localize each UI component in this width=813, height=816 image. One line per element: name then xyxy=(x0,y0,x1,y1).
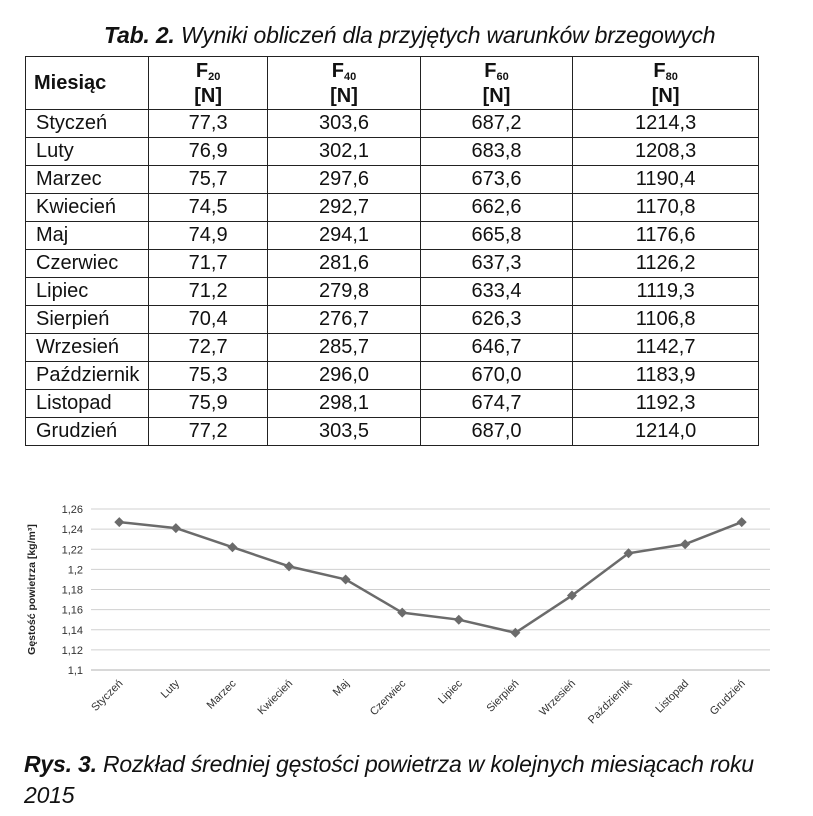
value-cell: 662,6 xyxy=(420,194,573,222)
value-cell: 76,9 xyxy=(149,138,268,166)
header-symbol xyxy=(573,60,758,85)
value-cell: 1170,8 xyxy=(573,194,759,222)
data-point-marker xyxy=(680,539,690,549)
value-cell: 74,9 xyxy=(149,222,268,250)
header-force-40 xyxy=(268,57,421,110)
data-point-marker xyxy=(454,615,464,625)
value-cell: 303,6 xyxy=(268,110,421,138)
header-symbol xyxy=(421,60,573,85)
value-cell: 1142,7 xyxy=(573,334,759,362)
month-cell: Sierpień xyxy=(26,306,149,334)
x-tick-label: Listopad xyxy=(653,677,692,716)
header-force-80 xyxy=(573,57,759,110)
value-cell: 673,6 xyxy=(420,166,573,194)
header-main: F xyxy=(484,59,497,82)
header-subscript: 60 xyxy=(496,70,509,83)
value-cell: 75,9 xyxy=(149,390,268,418)
header-subscript: 20 xyxy=(208,70,221,83)
data-point-marker xyxy=(227,542,237,552)
x-tick-label: Marzec xyxy=(204,677,239,712)
value-cell: 74,5 xyxy=(149,194,268,222)
density-chart xyxy=(20,488,790,748)
month-cell: Grudzień xyxy=(26,418,149,446)
value-cell: 298,1 xyxy=(268,390,421,418)
y-tick-label: 1,24 xyxy=(61,524,83,537)
month-cell: Styczeń xyxy=(26,110,149,138)
value-cell: 1126,2 xyxy=(573,250,759,278)
x-tick-label: Lipiec xyxy=(436,677,465,707)
value-cell: 1119,3 xyxy=(573,278,759,306)
month-cell: Wrzesień xyxy=(26,334,149,362)
value-cell: 297,6 xyxy=(268,166,421,194)
x-tick-label: Kwiecień xyxy=(255,677,296,718)
value-cell: 296,0 xyxy=(268,362,421,390)
x-tick-label: Wrzesień xyxy=(537,677,579,719)
y-tick-label: 1,26 xyxy=(61,504,83,516)
month-cell: Marzec xyxy=(26,166,149,194)
header-unit: [N] xyxy=(330,84,358,107)
y-tick-label: 1,2 xyxy=(67,564,83,577)
value-cell: 1192,3 xyxy=(573,390,759,418)
table-caption xyxy=(104,22,715,49)
header-unit: [N] xyxy=(194,84,223,107)
value-cell: 71,2 xyxy=(149,278,268,306)
value-cell: 77,2 xyxy=(149,418,268,446)
header-symbol xyxy=(149,60,267,85)
header-unit: [N] xyxy=(651,84,680,107)
value-cell: 281,6 xyxy=(268,250,421,278)
figure-caption xyxy=(24,749,784,811)
table-body xyxy=(26,110,759,446)
table-row xyxy=(26,250,759,278)
table-row xyxy=(26,306,759,334)
value-cell: 633,4 xyxy=(420,278,573,306)
table-caption-label: Tab. 2. xyxy=(104,22,175,48)
table-row xyxy=(26,362,759,390)
data-point-marker xyxy=(114,517,124,527)
value-cell: 1183,9 xyxy=(573,362,759,390)
table-row xyxy=(26,390,759,418)
value-cell: 75,7 xyxy=(149,166,268,194)
value-cell: 294,1 xyxy=(268,222,421,250)
value-cell: 1106,8 xyxy=(573,306,759,334)
table-row xyxy=(26,110,759,138)
header-unit: [N] xyxy=(482,84,511,107)
y-tick-label: 1,16 xyxy=(61,604,83,617)
header-symbol xyxy=(268,60,420,85)
table-row xyxy=(26,138,759,166)
y-tick-label: 1,14 xyxy=(61,624,83,637)
data-point-marker xyxy=(737,517,747,527)
header-main: F xyxy=(653,59,666,82)
x-tick-label: Grudzień xyxy=(707,677,748,718)
data-point-marker xyxy=(171,523,181,533)
value-cell: 77,3 xyxy=(149,110,268,138)
results-table xyxy=(25,56,759,446)
value-cell: 1190,4 xyxy=(573,166,759,194)
value-cell: 285,7 xyxy=(268,334,421,362)
figure-caption-label: Rys. 3. xyxy=(24,751,97,777)
value-cell: 302,1 xyxy=(268,138,421,166)
figure-caption-text: Rozkład średniej gęstości powietrza w kolejnych miesiącach roku 2015 xyxy=(24,751,754,808)
value-cell: 1214,3 xyxy=(573,110,759,138)
x-tick-label: Czerwiec xyxy=(367,677,409,719)
value-cell: 75,3 xyxy=(149,362,268,390)
value-cell: 1214,0 xyxy=(573,418,759,446)
value-cell: 687,2 xyxy=(420,110,573,138)
y-tick-label: 1,12 xyxy=(61,644,83,657)
month-cell: Lipiec xyxy=(26,278,149,306)
x-tick-label: Styczeń xyxy=(89,677,126,714)
value-cell: 72,7 xyxy=(149,334,268,362)
value-cell: 303,5 xyxy=(268,418,421,446)
value-cell: 637,3 xyxy=(420,250,573,278)
x-tick-label: Październik xyxy=(585,677,635,727)
value-cell: 683,8 xyxy=(420,138,573,166)
x-tick-label: Maj xyxy=(330,677,352,699)
table-row xyxy=(26,334,759,362)
header-force-20 xyxy=(149,57,268,110)
table-row xyxy=(26,166,759,194)
month-cell: Październik xyxy=(26,362,149,390)
value-cell: 70,4 xyxy=(149,306,268,334)
table-row xyxy=(26,222,759,250)
table-row xyxy=(26,278,759,306)
table-row xyxy=(26,418,759,446)
month-cell: Kwiecień xyxy=(26,194,149,222)
month-cell: Maj xyxy=(26,222,149,250)
header-subscript: 40 xyxy=(344,70,357,83)
header-force-60 xyxy=(420,57,573,110)
value-cell: 1208,3 xyxy=(573,138,759,166)
series-line xyxy=(119,522,741,633)
value-cell: 279,8 xyxy=(268,278,421,306)
x-tick-label: Sierpień xyxy=(484,677,522,715)
value-cell: 670,0 xyxy=(420,362,573,390)
table-caption-title: Wyniki obliczeń dla przyjętych warunków brzegowych xyxy=(180,22,716,48)
header-subscript: 80 xyxy=(665,70,678,83)
value-cell: 687,0 xyxy=(420,418,573,446)
value-cell: 674,7 xyxy=(420,390,573,418)
value-cell: 665,8 xyxy=(420,222,573,250)
y-tick-label: 1,18 xyxy=(61,584,83,597)
y-axis-label: Gęstość powietrza [kg/m³] xyxy=(26,524,38,655)
y-tick-label: 1,22 xyxy=(61,544,83,557)
header-main: F xyxy=(195,59,209,82)
value-cell: 71,7 xyxy=(149,250,268,278)
header-month: Miesiąc xyxy=(26,57,149,110)
header-main: F xyxy=(331,59,345,82)
month-cell: Listopad xyxy=(26,390,149,418)
table-header-row xyxy=(26,57,759,110)
value-cell: 646,7 xyxy=(420,334,573,362)
value-cell: 1176,6 xyxy=(573,222,759,250)
value-cell: 276,7 xyxy=(268,306,421,334)
table-row xyxy=(26,194,759,222)
value-cell: 292,7 xyxy=(268,194,421,222)
y-tick-label: 1,1 xyxy=(67,665,83,677)
month-cell: Czerwiec xyxy=(26,250,149,278)
x-tick-label: Luty xyxy=(158,677,182,701)
value-cell: 626,3 xyxy=(420,306,573,334)
density-chart-svg xyxy=(20,488,790,748)
month-cell: Luty xyxy=(26,138,149,166)
